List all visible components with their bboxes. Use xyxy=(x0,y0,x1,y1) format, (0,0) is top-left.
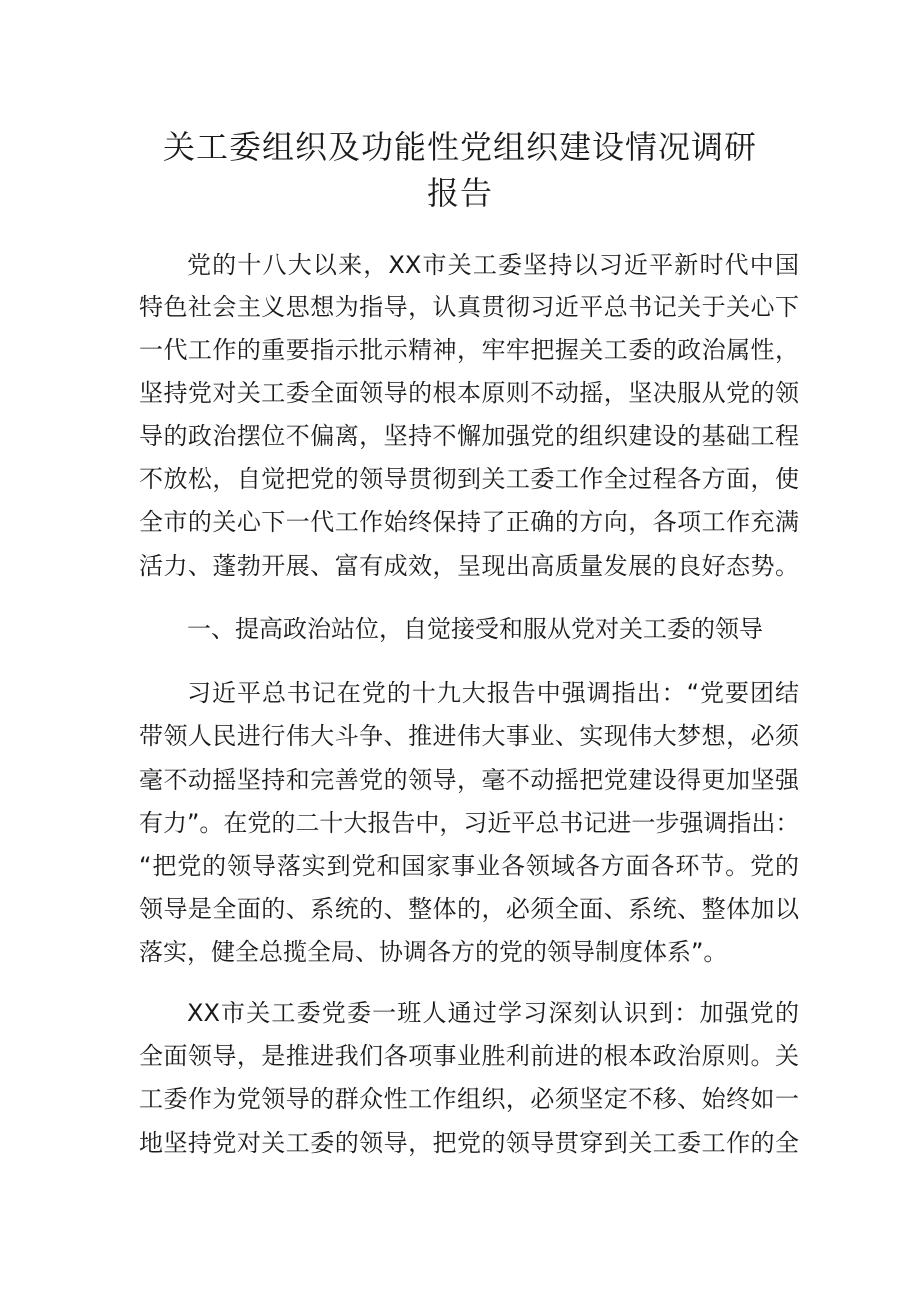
body-line: 全面领导，是推进我们各项事业胜利前进的根本政治原则。关 xyxy=(139,1042,799,1070)
body-line: 带领人民进行伟大斗争、推进伟大事业、实现伟大梦想，必须 xyxy=(139,722,799,750)
body-line: 毫不动摇坚持和完善党的领导，毫不动摇把党建设得更加坚强 xyxy=(139,766,799,794)
body-line: 落实，健全总揽全局、协调各方的党的领导制度体系”。 xyxy=(139,938,728,966)
section-heading: 一、提高政治站位，自觉接受和服从党对关工委的领导 xyxy=(187,615,763,643)
body-line: 坚持党对关工委全面领导的根本原则不动摇，坚决服从党的领 xyxy=(139,379,799,407)
body-line: 党的十八大以来，XX市关工委坚持以习近平新时代中国 xyxy=(187,251,799,279)
body-line: 活力、蓬勃开展、富有成效，呈现出高质量发展的良好态势。 xyxy=(139,552,799,580)
body-line: 有力”。在党的二十大报告中，习近平总书记进一步强调指出： xyxy=(139,809,800,837)
body-line: 不放松，自觉把党的领导贯彻到关工委工作全过程各方面，使 xyxy=(139,465,799,493)
body-line: 导的政治摆位不偏离，坚持不懈加强党的组织建设的基础工程 xyxy=(139,422,799,450)
body-line: 全市的关心下一代工作始终保持了正确的方向，各项工作充满 xyxy=(139,508,799,536)
body-line: 领导是全面的、系统的、整体的，必须全面、系统、整体加以 xyxy=(139,895,799,923)
document-title-line-1: 关工委组织及功能性党组织建设情况调研 xyxy=(162,128,757,166)
body-line: 特色社会主义思想为指导，认真贯彻习近平总书记关于关心下 xyxy=(139,293,799,321)
body-line: XX市关工委党委一班人通过学习深刻认识到：加强党的 xyxy=(187,999,799,1027)
body-line: 地坚持党对关工委的领导，把党的领导贯穿到关工委工作的全 xyxy=(139,1129,799,1157)
document-title-line-2: 报告 xyxy=(426,174,493,212)
body-line: 一代工作的重要指示批示精神，牢牢把握关工委的政治属性， xyxy=(139,336,799,364)
body-line: 习近平总书记在党的十九大报告中强调指出：“党要团结 xyxy=(187,679,799,707)
body-line: “把党的领导落实到党和国家事业各领域各方面各环节。党的 xyxy=(139,852,799,880)
body-line: 工委作为党领导的群众性工作组织，必须坚定不移、始终如一 xyxy=(139,1085,799,1113)
